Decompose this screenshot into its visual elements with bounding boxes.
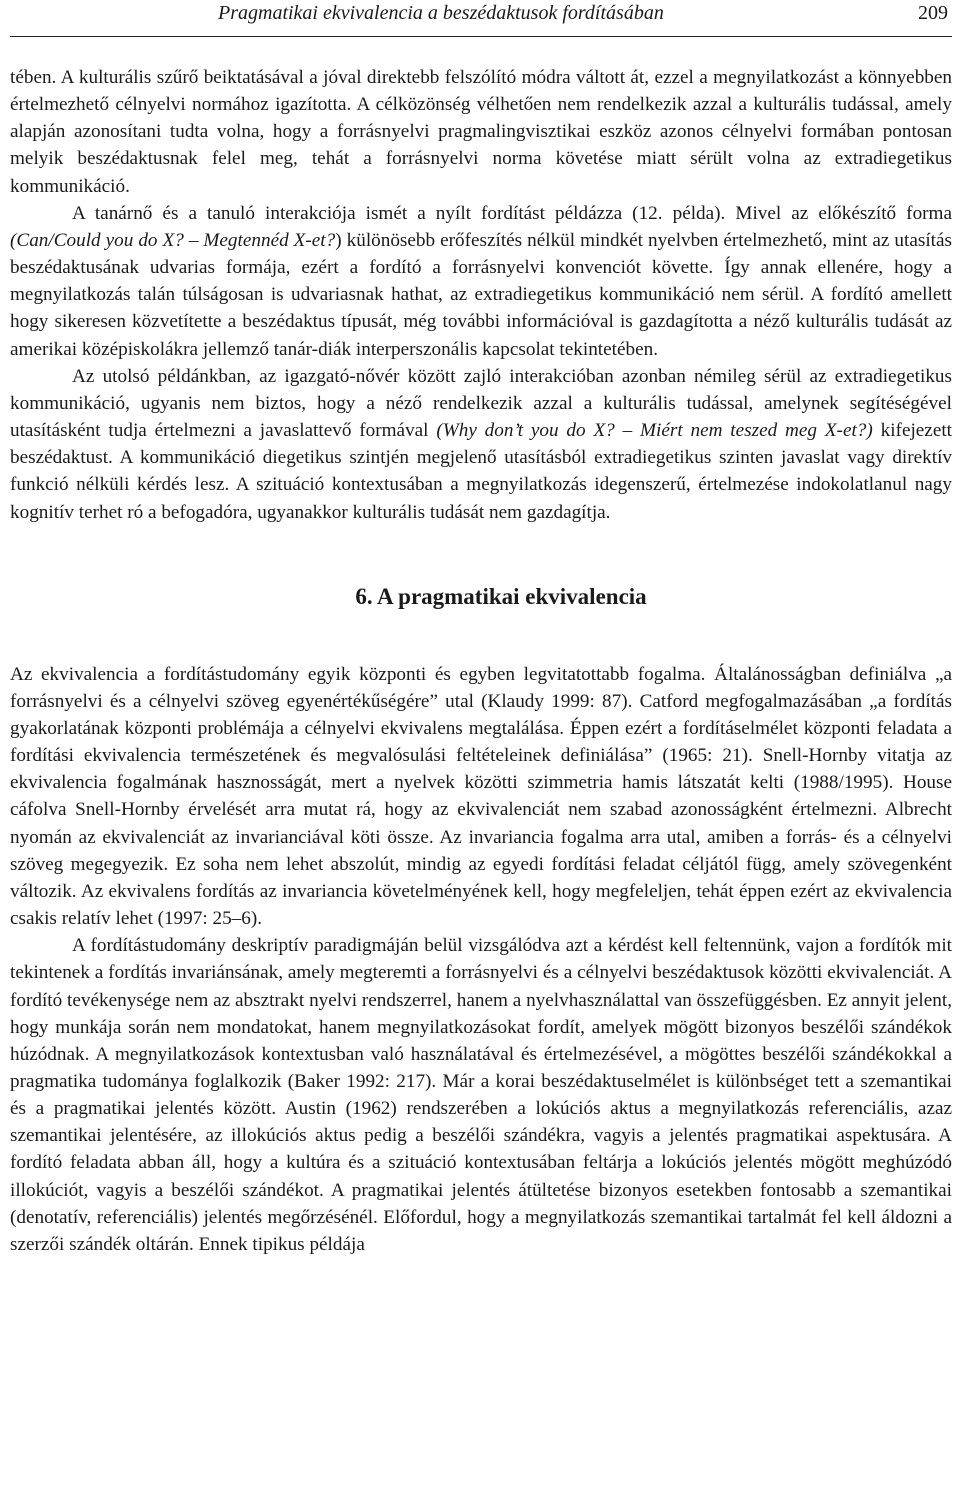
paragraph [10, 932, 952, 1258]
paragraph-text: Az ekvivalencia a fordítástudomány egyik központi és egyben legvitatottabb fogalma. Általánosságban definiálva „a forrásnyelvi és a célnyelvi szöveg egyenértékűségére” utal (Klaudy 1999: 87). Catford megfogalmazásában „a fordítás gyakorlatának központi problémája a célnyelvi ekvivalens megtalálása. Éppen ezért a fordításelmélet központi feladata a fordítási ekvivalencia természetének és megvalósulási feltételeinek definiálása” (1965: 21). Snell-Hornby vitatja az ekvivalencia fogalmának hasznosságát, mert a nyelvek közötti szimmetria hamis látszatát kelti (1988/1995). House cáfolva Snell-Hornby érvelését arra mutat rá, hogy az ekvivalenciát nem szabad azonosságként értelmezni. Albrecht nyomán az ekvivalenciát az invarianciával köti össze. Az invariancia fogalma arra utal, amiben a forrás- és a célnyelvi szöveg megegyezik. Ez soha nem lehet abszolút, mindig az egyedi fordítási feladat céljától függ, amely szövegenként változik. Az ekvivalens fordítás az invariancia követelményének kell, hogy megfeleljen, tehát éppen ezért az ekvivalencia csakis relatív lehet (1997: 25–6). [10, 663, 952, 930]
paragraph-text: Az utolsó példánkban, az igazgató-nővér között zajló interakcióban azonban némileg sérül az extradiegetikus kommunikáció, ugyanis nem biztos, hogy a néző rendelkezik azzal a kulturális tudással, amelynek segítéségével utasításként tudja értelmezni a javaslattevő formával [10, 365, 952, 442]
paragraph-text: kifejezett beszédaktust. A kommunikáció diegetikus szintjén megjelenő utasításból extradiegetikus szinten javaslat vagy direktív funkció nélküli kérdés lesz. A szituáció kontextusában a megnyilatkozás idegenszerű, értelmezése indokolatlanul nagy kognitív terhet ró a befogadóra, ugyanakkor kulturális tudását nem gazdagítja. [10, 420, 953, 523]
running-header [10, 0, 952, 37]
example-phrase: (Can/Could you do X? – Megtennéd X-et? [10, 229, 336, 251]
section-heading: 6. A pragmatikai ekvivalencia [355, 583, 647, 609]
example-phrase: (Why don’t you do X? – Miért nem teszed meg X-et?) [436, 420, 873, 442]
paragraph [10, 363, 952, 526]
paragraph-text: tében. A kulturális szűrő beiktatásával a jóval direktebb felszólító módra váltott át, ezzel a megnyilatkozást a könnyebben értelmezhető célnyelvi normához igazította. A célközönség vélhetően nem rendelkezik azzal a kulturális tudással, amely alapján azonosítani tudta volna, hogy a forrásnyelvi pragmalingvisztikai eszköz azonos célnyelvi formában pontosan melyik beszédaktusnak felel meg, tehát a forrásnyelvi norma követése miatt sérült volna az extradiegetikus kommunikáció. [10, 67, 952, 197]
page-body [10, 64, 952, 1258]
paragraph [10, 200, 952, 363]
page-number: 209 [918, 2, 948, 24]
paragraph-text: A tanárnő és a tanuló interakciója ismét a nyílt fordítást példázza (12. példa). Mivel az előkészítő forma [72, 202, 952, 224]
paragraph [10, 661, 952, 933]
paragraph [10, 64, 952, 200]
running-title: Pragmatikai ekvivalencia a beszédaktusok fordításában [218, 2, 664, 24]
paragraph-text: A fordítástudomány deskriptív paradigmáján belül vizsgálódva azt a kérdést kell feltennünk, vajon a fordítók mit tekintenek a fordítás invariánsának, amely megteremti a forrásnyelvi és a célnyelvi beszédaktusok közötti ekvivalenciát. A fordító tevékenysége nem az absztrakt nyelvi rendszerrel, hanem a nyelvhasználattal van összefüggésben. Ez annyit jelent, hogy munkája során nem mondatokat, hanem megnyilatkozásokat fordít, amelyek mögött bizonyos beszélői szándékok húzódnak. A megnyilatkozások kontextusban való használatával és értelmezésével, a mögöttes beszélői szándékokkal a pragmatika tudománya foglalkozik (Baker 1992: 217). Már a korai beszédaktuselmélet is különbséget tett a szemantikai és a pragmatikai jelentés között. Austin (1962) rendszerében a lokúciós aktus a megnyilatkozás referenciális, azaz szemantikai jelentésére, az illokúciós aktus pedig a beszélői szándékra, vagyis a jelentés pragmatikai aspektusára. A fordító feladata abban áll, hogy a kultúra és a szituáció kontextusában feltárja a lokúciós jelentés mögött meghúzódó illokúciót, vagyis a beszélői szándékot. A pragmatikai jelentés átültetése bizonyos esetekben fontosabb a szemantikai (denotatív, referenciális) jelentés megőrzésénél. Előfordul, hogy a megnyilatkozás szemantikai tartalmát fel kell áldozni a szerzői szándék oltárán. Ennek tipikus példája [10, 935, 952, 1255]
paragraph-text: ) különösebb erőfeszítés nélkül mindkét nyelvben értelmezhető, mint az utasítás beszédaktusának udvarias formája, ezért a fordító a forrásnyelvi konvenciót követte. Így annak ellenére, hogy a megnyilatkozás talán túlságosan is udvariasnak hathat, az extradiegetikus kommunikáció nem sérül. A fordító amellett hogy sikeresen közvetítette a beszédaktus típusát, még további információval is gazdagította a néző kulturális tudását az amerikai középiskolákra jellemző tanár-diák interperszonális kapcsolat tekintetében. [10, 229, 952, 360]
